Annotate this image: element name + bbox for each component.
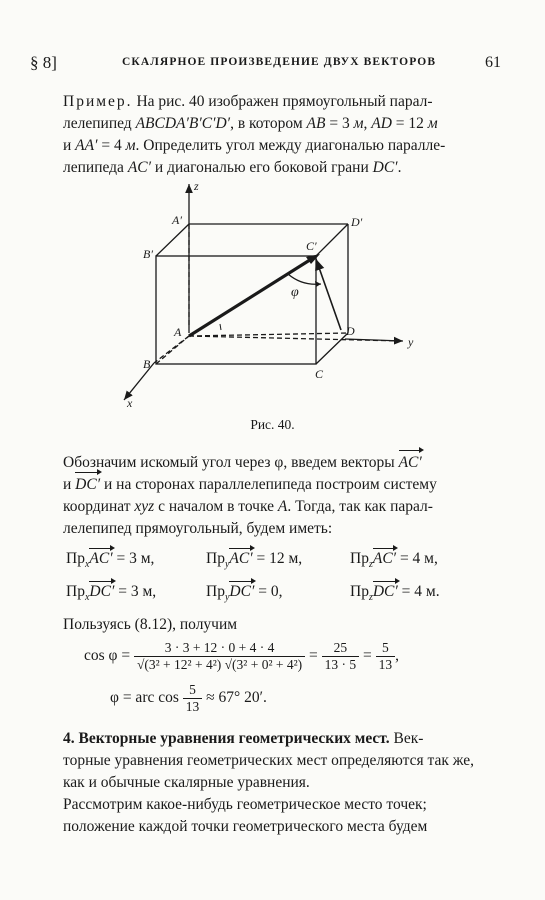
label-d: D xyxy=(346,324,355,338)
notation-line-2: и DC′ и на сторонах параллелепипеда построим систему xyxy=(63,474,500,496)
example-line-3: и AA′ = 4 м. Определить угол между диагональю паралле- xyxy=(63,137,446,154)
parallelepiped-figure xyxy=(110,178,430,410)
label-a: A xyxy=(174,325,182,339)
label-c1: C′ xyxy=(306,239,317,253)
notation-line-3: координат xyz с началом в точке A. Тогда, так как парал- xyxy=(63,498,433,515)
projection-row-ac: $Пр_xAC' = 3$ м, xyxy=(66,550,155,571)
section-number: § 8] xyxy=(30,53,57,72)
example-line-2: лелепипед ABCDA′B′C′D′, в котором AB = 3 м, AD = 12 м xyxy=(63,115,438,132)
label-d1: D′ xyxy=(351,215,363,229)
notation-line-1: Обозначим искомый угол через φ, введем векторы AC′ xyxy=(63,452,500,474)
example-paragraph xyxy=(63,91,500,179)
projection-y-ac: $Пр_yAC' = 12$ м, xyxy=(206,550,303,571)
page-number: 61 xyxy=(485,54,501,71)
projection-y-dc: $Пр_yDC' = 0$, xyxy=(206,583,283,604)
section-4-line-2: торные уравнения геометрических мест определяются так же, xyxy=(63,752,475,769)
vector-dc xyxy=(316,259,341,330)
cos-formula: cos φ = $\frac{3 \cdot 3 + 12 \cdot 0 + 4 \cdot 4}{\text{√(3² + 12² + 4²) √(3² + 0² + 4²)}}$ = $\frac{25}{13 \cdot 5}$ = $\frac{5}{13}$ , xyxy=(84,640,400,672)
section-4-line-4: Рассмотрим какое-нибудь геометрическое место точек; xyxy=(63,796,427,813)
label-x: x xyxy=(127,396,133,410)
phi-formula: φ = arc cos $\frac{5}{13}$ ≈ 67° 20′. xyxy=(110,682,267,714)
example-line-1: На рис. 40 изображен прямоугольный парал- xyxy=(136,93,433,110)
example-lead: Пример. xyxy=(63,93,133,110)
section-4 xyxy=(63,728,500,838)
projection-z-dc: $Пр_zDC' = 4$ м. xyxy=(350,583,440,604)
section-4-heading: 4. Векторные уравнения геометрических мест. Век- xyxy=(63,730,424,747)
label-b1: B′ xyxy=(143,247,153,261)
label-c: C xyxy=(315,367,324,381)
label-z: z xyxy=(194,179,199,193)
notation-line-4: лелепипед прямоугольный, будем иметь: xyxy=(63,520,333,537)
using-line: Пользуясь (8.12), получим xyxy=(63,616,238,633)
label-phi: φ xyxy=(291,285,299,300)
label-b: B xyxy=(143,357,151,371)
section-4-line-5: положение каждой точки геометрического места будем xyxy=(63,818,428,835)
projection-row-dc: $Пр_xDC' = 3$ м, xyxy=(66,583,157,604)
running-title: СКАЛЯРНОЕ ПРОИЗВЕДЕНИЕ ДВУХ ВЕКТОРОВ xyxy=(122,56,437,68)
notation-paragraph xyxy=(63,452,500,540)
figure-caption: Рис. 40. xyxy=(250,417,295,432)
section-4-line-3: как и обычные скалярные уравнения. xyxy=(63,774,310,791)
label-y: y xyxy=(408,335,414,349)
example-line-4: лепипеда AC′ и диагональю его боковой грани DC′. xyxy=(63,159,402,176)
projection-z-ac: $Пр_zAC' = 4$ м, xyxy=(350,550,438,571)
label-a1: A′ xyxy=(172,213,182,227)
